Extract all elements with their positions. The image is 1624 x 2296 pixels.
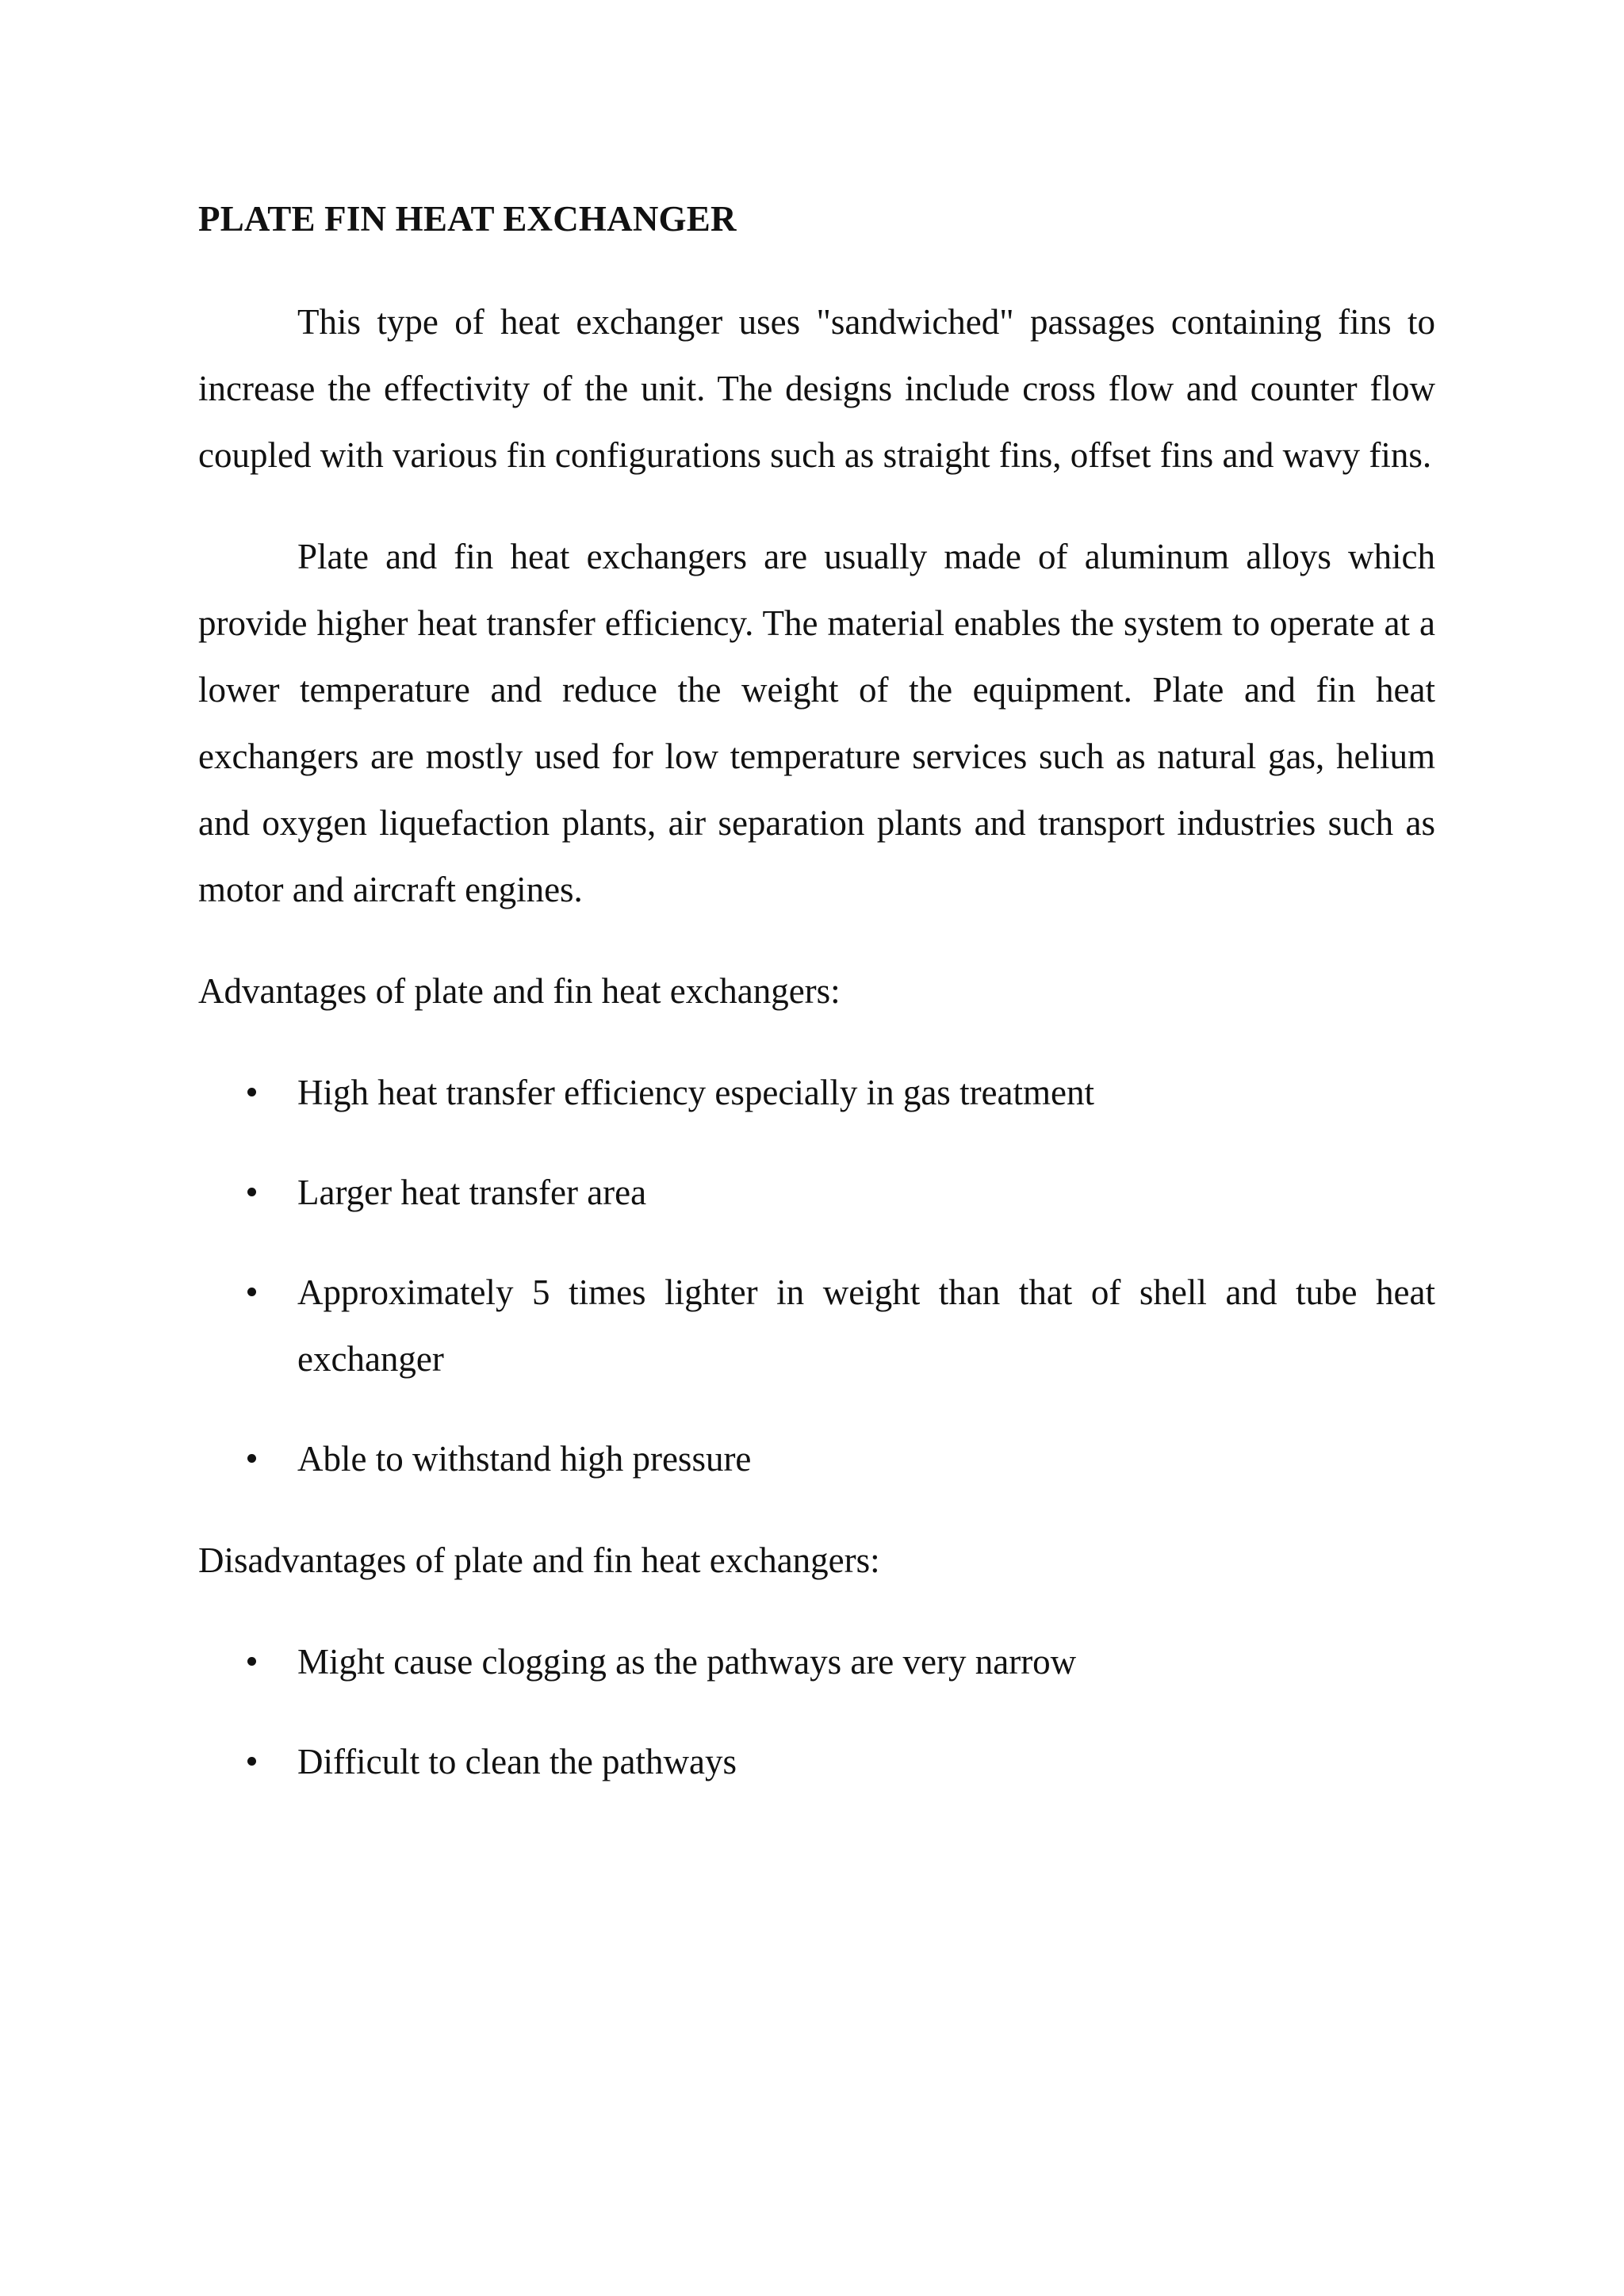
document-page — [198, 195, 1435, 1830]
bullet-icon — [247, 1454, 256, 1463]
bullet-icon — [247, 1757, 256, 1766]
advantage-item — [198, 1425, 1435, 1492]
disadvantage-item — [198, 1628, 1435, 1695]
advantages-list — [198, 1059, 1435, 1492]
disadvantage-text: Might cause clogging as the pathways are very narrow — [297, 1642, 1077, 1682]
advantage-text: Approximately 5 times lighter in weight than that of shell and tube heat exchanger — [297, 1272, 1435, 1379]
advantages-heading: Advantages of plate and fin heat exchangers: — [198, 971, 841, 1011]
advantage-text: Able to withstand high pressure — [297, 1439, 752, 1479]
bullet-icon — [247, 1088, 256, 1096]
advantage-text: Larger heat transfer area — [297, 1173, 647, 1212]
bullet-icon — [247, 1288, 256, 1296]
advantage-item — [198, 1059, 1435, 1126]
materials-paragraph: Plate and fin heat exchangers are usually made of aluminum alloys which provide higher heat transfer efficiency. The material enables the system to operate at a lower temperature and reduce the weight of the equipment. Plate and fin heat exchangers are mostly used for low temperature services such as natural gas, helium and oxygen liquefaction plants, air separation plants and transport industries such as motor and aircraft engines. — [198, 537, 1435, 909]
advantage-item — [198, 1159, 1435, 1226]
advantage-item — [198, 1259, 1435, 1392]
bullet-icon — [247, 1657, 256, 1666]
page-title: PLATE FIN HEAT EXCHANGER — [198, 199, 737, 239]
disadvantages-heading: Disadvantages of plate and fin heat exchangers: — [198, 1540, 880, 1580]
advantage-text: High heat transfer efficiency especially in gas treatment — [297, 1073, 1094, 1112]
bullet-icon — [247, 1188, 256, 1196]
disadvantage-text: Difficult to clean the pathways — [297, 1742, 737, 1781]
disadvantage-item — [198, 1728, 1435, 1795]
disadvantages-list — [198, 1628, 1435, 1795]
intro-paragraph: This type of heat exchanger uses "sandwiched" passages containing fins to increase the effectivity of the unit. The designs include cross flow and counter flow coupled with various fin configurations such as straight fins, offset fins and wavy fins. — [198, 302, 1435, 475]
